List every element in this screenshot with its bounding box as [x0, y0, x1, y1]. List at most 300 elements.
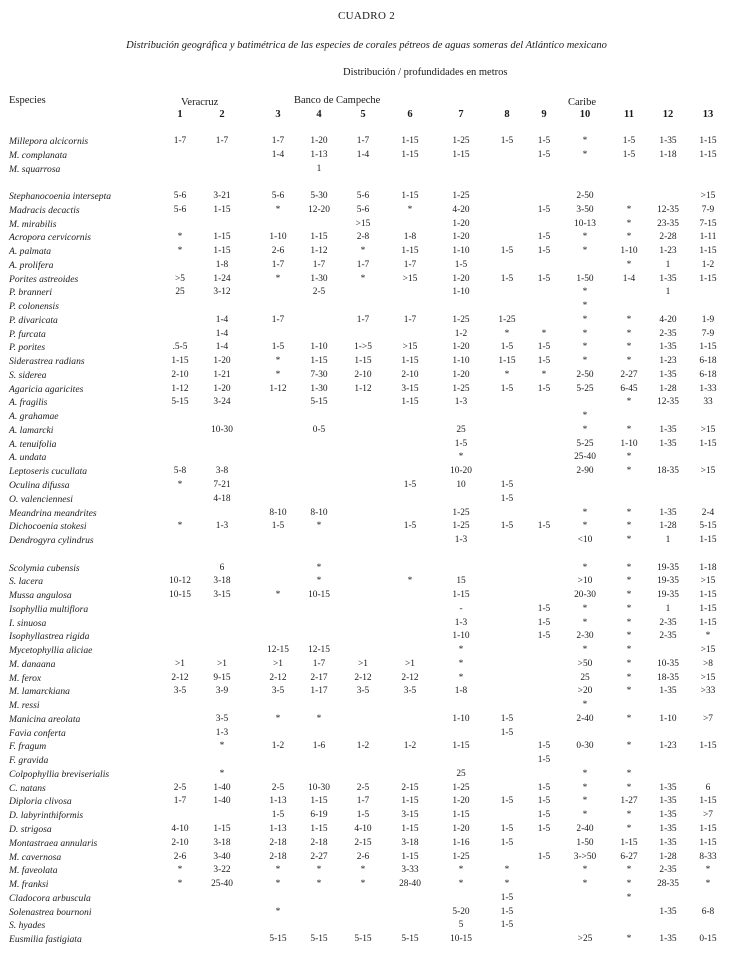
depth-cell: 1-15	[699, 837, 717, 848]
depth-cell: >15	[700, 576, 716, 587]
depth-cell: 1-20	[452, 824, 470, 834]
depth-cell: 1-15	[310, 356, 328, 367]
depth-cell: 2-10	[401, 369, 419, 380]
depth-cell: >15	[700, 424, 716, 435]
depth-cell: 1-15	[401, 824, 419, 834]
depth-cell: 1-7	[403, 314, 417, 325]
depth-cell: *	[275, 204, 281, 215]
depth-cell: 1-23	[659, 246, 677, 257]
depth-cell: 2-5	[356, 782, 370, 793]
depth-cell: 7-30	[310, 369, 328, 380]
species-name: O. valenciennesi	[9, 493, 73, 505]
column-number: 12	[662, 109, 674, 120]
depth-cell: 2-15	[354, 837, 372, 848]
depth-cell: 7-9	[701, 204, 715, 215]
depth-cell: *	[582, 314, 588, 325]
depth-cell: 12-15	[308, 645, 330, 656]
depth-cell: *	[626, 259, 632, 270]
depth-cell: 1-5	[537, 810, 551, 821]
depth-cell: 3-18	[213, 576, 231, 587]
depth-cell: 1-15	[452, 590, 470, 601]
depth-cell: 1-5	[537, 603, 551, 614]
species-name: F. fragum	[9, 741, 47, 753]
depth-cell: 1-6	[312, 741, 326, 752]
depth-cell: 2-10	[354, 369, 372, 380]
depth-cell: *	[504, 879, 510, 890]
depth-cell: 1-25	[452, 521, 470, 532]
depth-cell: 1-7	[312, 658, 326, 669]
depth-cell: 1-27	[620, 796, 638, 807]
depth-cell: 2-40	[576, 824, 594, 834]
depth-cell: 1-15	[310, 824, 328, 834]
depth-cell: 3-33	[401, 865, 419, 876]
depth-cell: 10	[456, 480, 466, 490]
depth-cell: 12-35	[657, 397, 679, 408]
depth-cell: 1-25	[452, 507, 470, 518]
depth-cell: 1-5	[537, 796, 551, 807]
depth-cell: 1-15	[699, 796, 717, 807]
depth-cell: >15	[700, 672, 716, 683]
depth-cell: 3->50	[573, 851, 597, 862]
depth-cell: *	[626, 397, 632, 408]
depth-cell: *	[541, 328, 547, 339]
species-name: Diploria clivosa	[9, 796, 72, 808]
column-number: 4	[316, 109, 322, 120]
depth-cell: *	[626, 934, 632, 945]
depth-cell: *	[626, 645, 632, 656]
depth-cell: 15	[456, 576, 466, 587]
depth-cell: 1-25	[452, 136, 470, 146]
depth-cell: 3-15	[401, 810, 419, 821]
depth-cell: 6-8	[701, 906, 715, 917]
depth-cell: 1-5	[500, 796, 514, 807]
species-name: M. complanata	[9, 149, 68, 161]
depth-cell: 10-12	[169, 576, 191, 587]
depth-cell: *	[582, 342, 588, 353]
depth-cell: 2-28	[659, 232, 677, 243]
species-name: M. faveolata	[9, 865, 58, 877]
depth-cell: 1-7	[271, 314, 285, 325]
depth-cell: 1-15	[699, 603, 717, 614]
depth-cell: >7	[703, 810, 713, 821]
species-name: A. grahamae	[9, 411, 59, 423]
depth-cell: >1	[405, 658, 415, 669]
depth-cell: 1-5	[500, 246, 514, 257]
depth-cell: 1-35	[659, 136, 677, 146]
depth-cell: 1-5	[500, 727, 514, 738]
depth-cell: 2-27	[620, 369, 638, 380]
column-number: 10	[579, 109, 591, 120]
depth-cell: 8-10	[310, 507, 328, 518]
depth-cell: *	[582, 411, 588, 422]
veracruz-header: Veracruz	[181, 97, 219, 108]
depth-cell: 7-21	[213, 480, 231, 490]
depth-cell: 5-20	[452, 906, 470, 917]
depth-cell: 5-6	[173, 191, 187, 202]
species-name: A. fragilis	[9, 397, 48, 409]
depth-cell: *	[626, 865, 632, 876]
depth-cell: *	[582, 617, 588, 628]
depth-cell: *	[582, 136, 588, 146]
depth-cell: *	[177, 521, 183, 532]
depth-cell: 2-18	[269, 837, 287, 848]
depth-cell: *	[626, 672, 632, 683]
depth-cell: *	[705, 879, 711, 890]
species-name: Favia conferta	[9, 727, 66, 739]
depth-cell: 1-25	[452, 314, 470, 325]
depth-cell: 1	[316, 163, 322, 174]
depth-cell: 3-22	[213, 865, 231, 876]
depth-cell: 1-11	[699, 232, 717, 243]
depth-cell: 1-7	[356, 259, 370, 270]
depth-cell: 1-15	[699, 535, 717, 546]
depth-cell: 1-13	[269, 796, 287, 807]
depth-cell: 12-15	[267, 645, 289, 656]
depth-cell: *	[626, 892, 632, 903]
depth-cell: 2-12	[401, 672, 419, 683]
depth-cell: *	[626, 535, 632, 546]
depth-cell: 6-18	[699, 369, 717, 380]
depth-cell: >20	[577, 686, 593, 697]
depth-cell: >1	[175, 658, 185, 669]
depth-cell: 1	[665, 259, 671, 270]
depth-cell: >50	[577, 658, 593, 669]
depth-cell: *	[219, 741, 225, 752]
depth-cell: 5-30	[310, 191, 328, 202]
depth-cell: 1-15	[699, 273, 717, 284]
depth-cell: 3-5	[403, 686, 417, 697]
depth-cell: 2-50	[576, 369, 594, 380]
depth-cell: 1-2	[356, 741, 370, 752]
depth-cell: *	[626, 658, 632, 669]
species-name: Isophyllastrea rigida	[9, 631, 90, 643]
depth-cell: 1-35	[659, 810, 677, 821]
depth-cell: *	[541, 369, 547, 380]
depth-cell: 1-15	[699, 617, 717, 628]
depth-cell: 1-4	[215, 342, 229, 353]
depth-cell: *	[582, 879, 588, 890]
depth-cell: 1-20	[452, 796, 470, 807]
species-name: Millepora alcicornis	[9, 136, 89, 147]
depth-cell: <10	[577, 535, 593, 546]
depth-cell: 1-10	[452, 631, 470, 642]
depth-cell: 2-40	[576, 713, 594, 724]
depth-cell: 1-12	[269, 383, 287, 394]
species-name: A. undata	[9, 452, 47, 464]
depth-cell: 1-5	[500, 342, 514, 353]
depth-cell: 1-5	[500, 837, 514, 848]
depth-cell: 1-5	[403, 521, 417, 532]
species-name: M. franksi	[9, 879, 49, 891]
depth-cell: 1-3	[454, 535, 468, 546]
depth-cell: 2-6	[356, 851, 370, 862]
depth-cell: 2-12	[269, 672, 287, 683]
depth-cell: 25-40	[574, 452, 596, 463]
depth-cell: 2-18	[269, 851, 287, 862]
column-number: 6	[407, 109, 413, 120]
depth-cell: 1-5	[537, 824, 551, 834]
species-name: Agaricia agaricites	[9, 383, 84, 395]
depth-cell: *	[407, 576, 413, 587]
depth-cell: 2-17	[310, 672, 328, 683]
depth-cell: *	[626, 576, 632, 587]
depth-cell: 1-20	[310, 136, 328, 146]
depth-cell: *	[275, 713, 281, 724]
depth-cell: *	[626, 218, 632, 229]
depth-cell: 12-20	[308, 204, 330, 215]
depth-cell: 1-10	[310, 342, 328, 353]
depth-cell: 1-8	[454, 686, 468, 697]
depth-cell: 1-15	[213, 204, 231, 215]
depth-cell: 1-5	[537, 136, 551, 146]
depth-cell: *	[582, 782, 588, 793]
depth-cell: 2-12	[171, 672, 189, 683]
depth-cell: 10-15	[450, 934, 472, 945]
depth-cell: 6	[219, 562, 225, 573]
depth-cell: 1-5	[500, 920, 514, 931]
depth-cell: 18-35	[657, 672, 679, 683]
column-number: 11	[624, 109, 634, 120]
depth-cell: 1-24	[213, 273, 231, 284]
depth-cell: 1-15	[452, 810, 470, 821]
depth-cell: *	[626, 424, 632, 435]
depth-cell: 1-15	[699, 342, 717, 353]
depth-cell: 1-15	[401, 796, 419, 807]
depth-cell: *	[458, 672, 464, 683]
depth-cell: 2-5	[312, 287, 326, 298]
depth-cell: *	[582, 700, 588, 711]
depth-cell: *	[626, 741, 632, 752]
depth-cell: 1-5	[500, 521, 514, 532]
depth-cell: 1-20	[213, 383, 231, 394]
depth-cell: 1-25	[452, 383, 470, 394]
species-name: Cladocora arbuscula	[9, 892, 91, 904]
depth-cell: 1	[665, 287, 671, 298]
species-name: Meandrina meandrites	[9, 507, 97, 519]
depth-cell: 1-5	[537, 741, 551, 752]
depth-cell: *	[582, 301, 588, 312]
depth-cell: *	[316, 879, 322, 890]
depth-cell: 3-24	[213, 397, 231, 408]
depth-cell: *	[177, 232, 183, 243]
species-name: M. lamarckiana	[9, 686, 70, 698]
species-name: Porites astreoides	[9, 273, 79, 285]
depth-cell: 1-18	[659, 149, 677, 160]
depth-cell: 1-5	[271, 342, 285, 353]
depth-cell: 1-15	[699, 438, 717, 449]
depth-cell: 1-3	[454, 397, 468, 408]
depth-cell: >8	[703, 658, 713, 669]
depth-cell: *	[360, 273, 366, 284]
species-name: D. strigosa	[9, 824, 52, 835]
depth-cell: 1-5	[500, 136, 514, 146]
depth-cell: 1-5	[500, 713, 514, 724]
depth-cell: 1-4	[622, 273, 636, 284]
depth-cell: *	[275, 906, 281, 917]
species-name: A. prolifera	[9, 259, 54, 271]
depth-cell: *	[626, 507, 632, 518]
depth-cell: 0-30	[576, 741, 594, 752]
depth-cell: 1-5	[537, 204, 551, 215]
depth-cell: 2-12	[354, 672, 372, 683]
depth-cell: *	[626, 631, 632, 642]
depth-cell: 6-27	[620, 851, 638, 862]
depth-cell: 1-4	[215, 314, 229, 325]
depth-cell: *	[582, 603, 588, 614]
depth-cell: 5-25	[576, 383, 594, 394]
depth-cell: >33	[700, 686, 716, 697]
depth-cell: *	[626, 603, 632, 614]
species-name: P. divaricata	[9, 314, 58, 326]
species-header: Especies	[9, 95, 46, 106]
species-name: Dendrogyra cylindrus	[9, 535, 94, 547]
depth-cell: 2-35	[659, 865, 677, 876]
depth-cell: 2-90	[576, 466, 594, 477]
depth-cell: 1-15	[171, 356, 189, 367]
depth-cell: *	[582, 356, 588, 367]
depth-cell: 1-35	[659, 837, 677, 848]
species-name: Madracis decactis	[9, 204, 80, 216]
depth-cell: 1-13	[310, 149, 328, 160]
depth-cell: 1-20	[452, 273, 470, 284]
depth-cell: 1-15	[699, 136, 717, 146]
depth-cell: *	[582, 149, 588, 160]
depth-cell: 1-35	[659, 686, 677, 697]
depth-cell: *	[316, 521, 322, 532]
depth-cell: 1-15	[699, 824, 717, 834]
depth-cell: 1-12	[354, 383, 372, 394]
depth-cell: *	[275, 865, 281, 876]
depth-cell: 1-50	[576, 273, 594, 284]
depth-cell: 4-18	[213, 493, 231, 504]
depth-cell: *	[705, 865, 711, 876]
table-subtitle: Distribución geográfica y batimétrica de las especies de corales pétreos de aguas someras del Atlántico mexicano	[126, 40, 607, 51]
depth-cell: 1-13	[269, 824, 287, 834]
species-name: Mycetophyllia aliciae	[9, 645, 93, 657]
species-name: Siderastrea radians	[9, 356, 85, 368]
depth-cell: 23-35	[657, 218, 679, 229]
depth-cell: 10-15	[308, 590, 330, 601]
depth-cell: >1	[273, 658, 283, 669]
depth-cell: *	[316, 576, 322, 587]
depth-cell: *	[177, 879, 183, 890]
depth-cell: 1-5	[500, 383, 514, 394]
depth-cell: 1-7	[173, 136, 187, 146]
depth-cell: 2-8	[356, 232, 370, 243]
depth-cell: 1-5	[454, 438, 468, 449]
species-name: P. porites	[9, 342, 46, 354]
depth-cell: 1-15	[498, 356, 516, 367]
depth-cell: 1-15	[699, 590, 717, 601]
depth-cell: *	[582, 865, 588, 876]
depth-cell: 7-15	[699, 218, 717, 229]
depth-cell: *	[582, 521, 588, 532]
species-name: M. cavernosa	[9, 851, 62, 863]
species-name: M. ressi	[9, 700, 40, 712]
depth-cell: *	[458, 865, 464, 876]
depth-cell: 1-10	[620, 438, 638, 449]
depth-cell: 1-5	[403, 480, 417, 490]
depth-cell: 1-20	[452, 342, 470, 353]
depth-cell: 1-17	[310, 686, 328, 697]
depth-cell: 1-5	[356, 810, 370, 821]
table-title: CUADRO 2	[337, 10, 396, 22]
depth-cell: 20-30	[574, 590, 596, 601]
depth-cell: 1-28	[659, 851, 677, 862]
depth-cell: 19-35	[657, 576, 679, 587]
depth-cell: 1-5	[622, 149, 636, 160]
depth-cell: 5-15	[310, 934, 328, 945]
column-number: 13	[702, 109, 714, 120]
column-number: 7	[458, 109, 464, 120]
depth-cell: 2-5	[173, 782, 187, 793]
depth-cell: 1-5	[537, 356, 551, 367]
depth-cell: 10-35	[657, 658, 679, 669]
depth-cell: 1	[665, 603, 671, 614]
depth-cell: *	[626, 879, 632, 890]
depth-cell: *	[626, 686, 632, 697]
depth-cell: 2-30	[576, 631, 594, 642]
depth-cell: 1-23	[659, 741, 677, 752]
depth-cell: 3-8	[215, 466, 229, 477]
depth-cell: *	[458, 645, 464, 656]
depth-cell: 1-21	[213, 369, 231, 380]
depth-cell: 1-15	[699, 741, 717, 752]
depth-cell: 10-13	[574, 218, 596, 229]
depth-cell: *	[626, 356, 632, 367]
depth-cell: 3-12	[213, 287, 231, 298]
species-name: Mussa angulosa	[9, 590, 72, 602]
depth-cell: *	[458, 658, 464, 669]
depth-cell: 1-10	[452, 713, 470, 724]
depth-cell: *	[582, 232, 588, 243]
species-name: Oculina difussa	[9, 480, 70, 491]
species-name: S. siderea	[9, 369, 47, 381]
depth-cell: 1-9	[701, 314, 715, 325]
column-number: 2	[219, 109, 225, 120]
depth-cell: *	[626, 810, 632, 821]
depth-cell: 3-21	[213, 191, 231, 202]
depth-cell: 4-20	[659, 314, 677, 325]
depth-cell: >1	[217, 658, 227, 669]
depth-cell: 5-15	[354, 934, 372, 945]
species-name: Acropora cervicornis	[9, 232, 91, 244]
depth-cell: *	[275, 879, 281, 890]
depth-cell: >1	[358, 658, 368, 669]
depth-cell: 2-35	[659, 631, 677, 642]
depth-cell: 9-15	[213, 672, 231, 683]
depth-cell: 1-5	[271, 810, 285, 821]
depth-cell: >10	[577, 576, 593, 587]
depth-cell: 1-35	[659, 782, 677, 793]
depth-cell: 1-25	[498, 314, 516, 325]
depth-cell: 2-18	[310, 837, 328, 848]
depth-cell: 1-2	[701, 259, 715, 270]
depth-cell: 28-35	[657, 879, 679, 890]
depth-cell: 1-5	[537, 246, 551, 257]
species-name: M. squarrosa	[9, 163, 61, 175]
depth-cell: 2-4	[701, 507, 715, 518]
depth-cell: *	[316, 713, 322, 724]
depth-cell: 10-20	[450, 466, 472, 477]
depth-cell: *	[275, 273, 281, 284]
species-name: Dichocoenia stokesi	[9, 521, 87, 533]
depth-cell: 3-15	[213, 590, 231, 601]
depth-cell: *	[626, 768, 632, 779]
species-name: M. mirabilis	[9, 218, 57, 230]
depth-cell: 1-30	[310, 383, 328, 394]
depth-cell: 6-18	[699, 356, 717, 367]
